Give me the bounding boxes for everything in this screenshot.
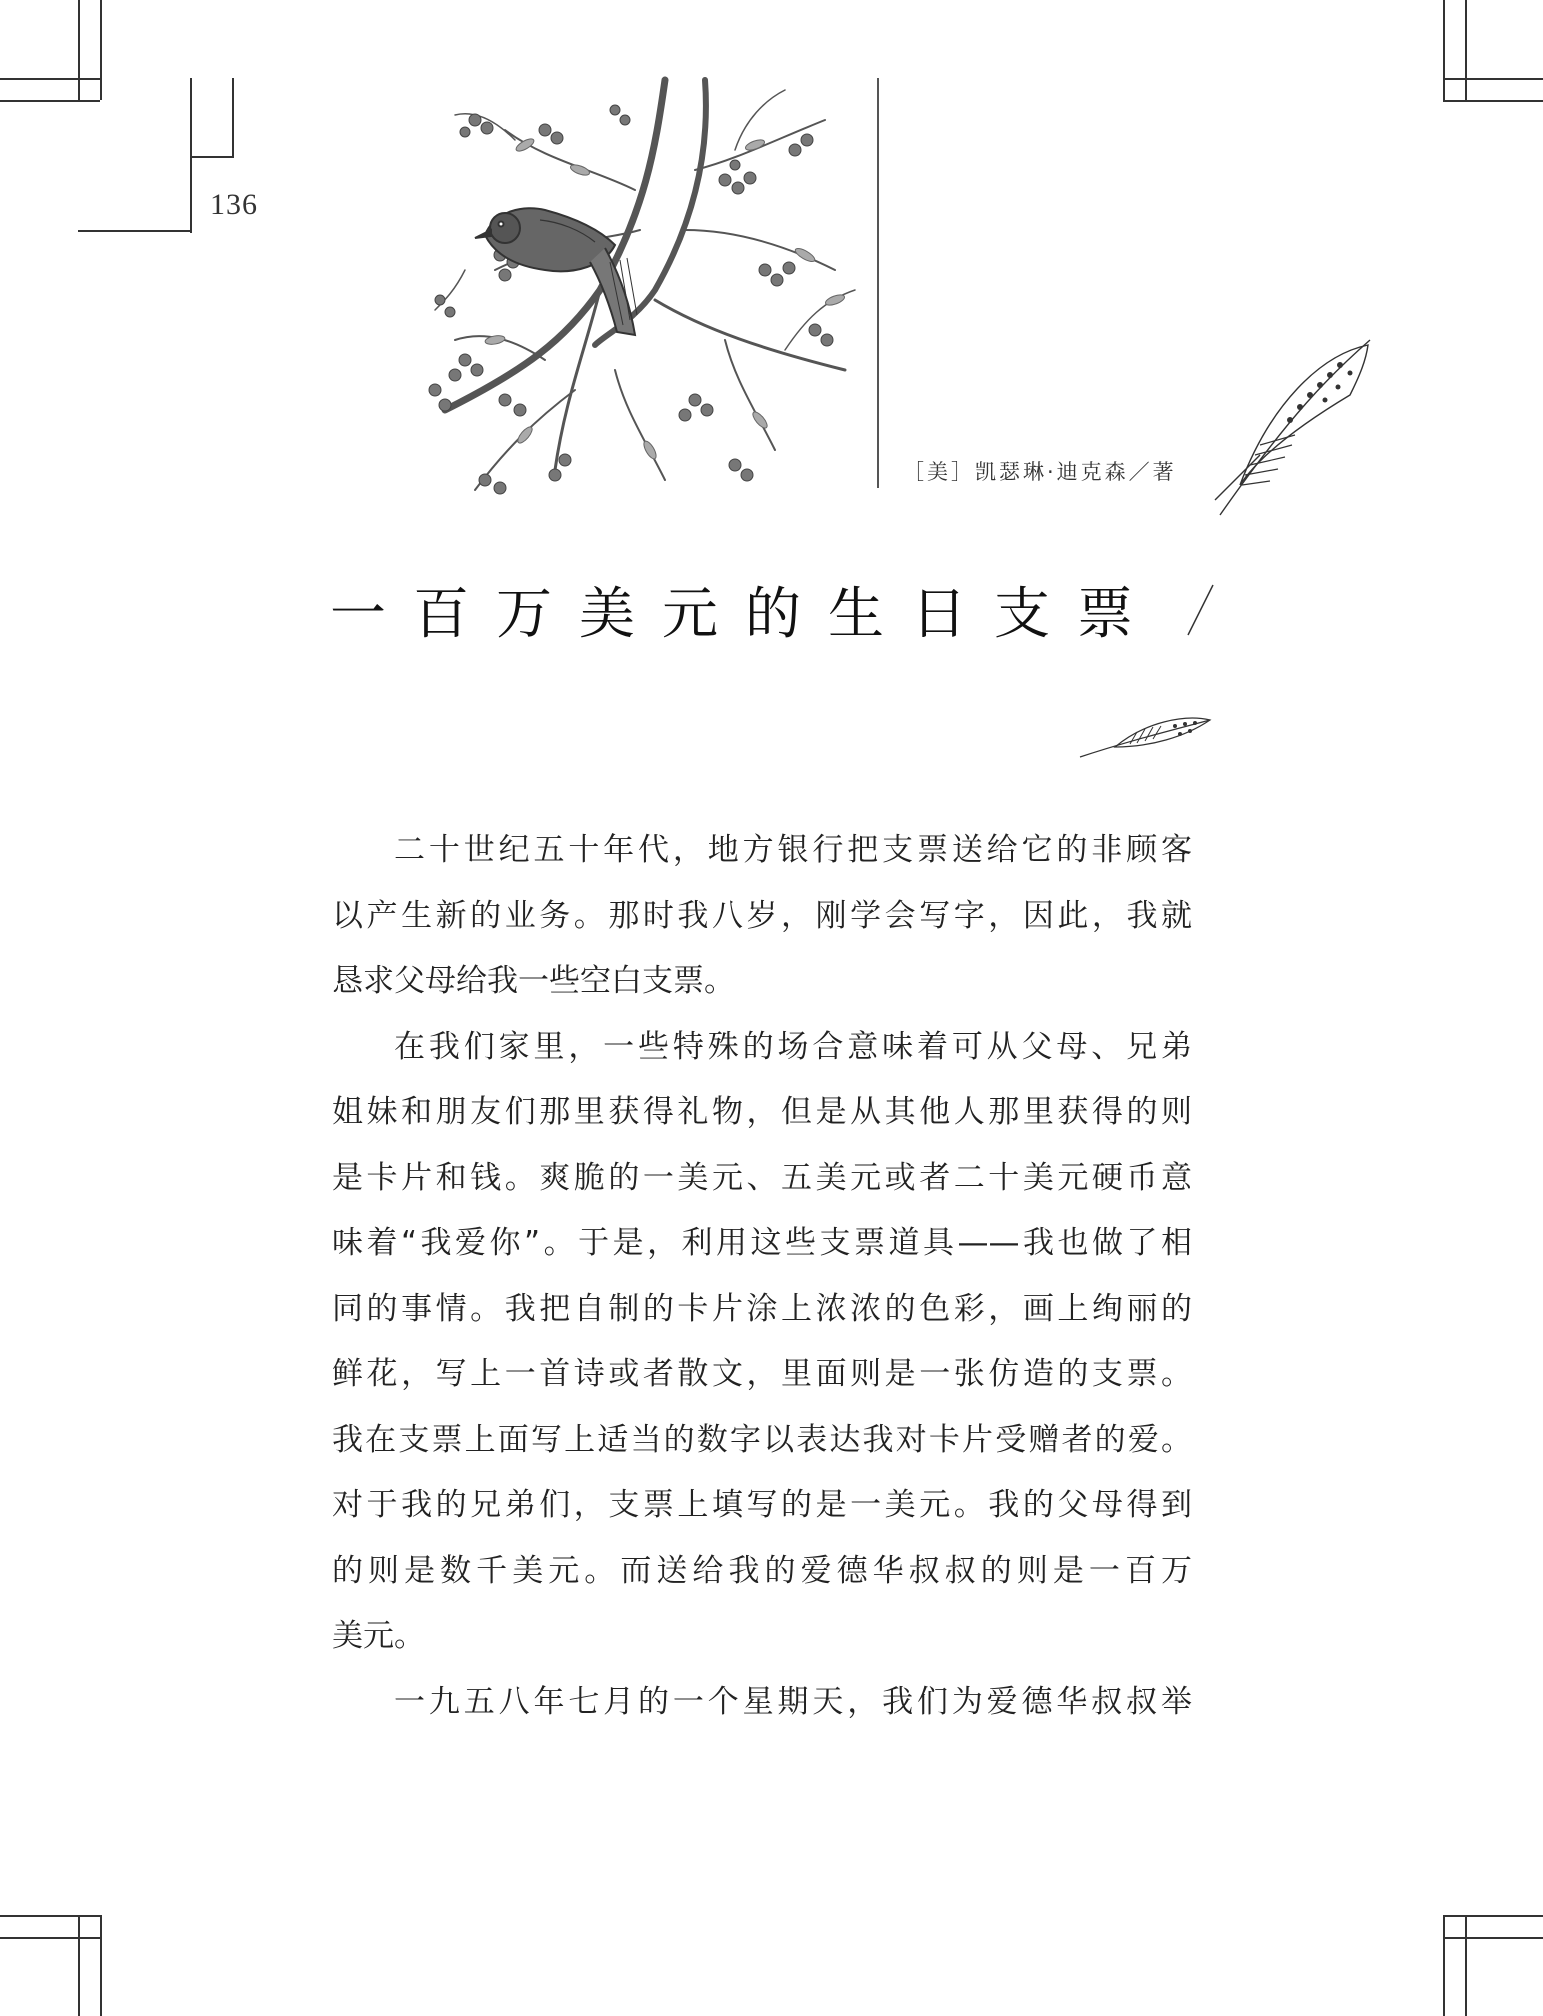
feather-icon bbox=[1075, 712, 1215, 762]
text-line: 对于我的兄弟们，支票上填写的是一美元。我的父母得到 bbox=[332, 1487, 1192, 1523]
page-number: 136 bbox=[210, 188, 258, 221]
text-line: 的则是数千美元。而送给我的爱德华叔叔的则是一百万 bbox=[332, 1552, 1192, 1589]
article-title: 一百万美元的生日支票 bbox=[330, 582, 1160, 647]
author-credit: ［美］凯瑟琳·迪克森／著 bbox=[903, 460, 1177, 484]
text-line: 以产生新的业务。那时我八岁，刚学会写字，因此，我就 bbox=[332, 897, 1192, 934]
text-line: 鲜花，写上一首诗或者散文，里面则是一张仿造的支票。 bbox=[332, 1356, 1192, 1392]
bird-on-branch-sketch-icon bbox=[405, 70, 885, 510]
text-line: 味着“我爱你”。于是，利用这些支票道具——我也做了相 bbox=[332, 1225, 1192, 1261]
text-line: 二十世纪五十年代，地方银行把支票送给它的非顾客 bbox=[394, 832, 1192, 868]
paragraph bbox=[332, 818, 1192, 1015]
text-line: 同的事情。我把自制的卡片涂上浓浓的色彩，画上绚丽的 bbox=[332, 1290, 1192, 1327]
paragraph bbox=[332, 1015, 1192, 1670]
article-body bbox=[332, 818, 1192, 1735]
paragraph bbox=[332, 1670, 1192, 1736]
text-line: 恳求父母给我一些空白支票。 bbox=[332, 963, 735, 999]
title-slash-icon bbox=[1185, 580, 1215, 640]
vertical-divider bbox=[877, 78, 879, 488]
text-line: 我在支票上面写上适当的数字以表达我对卡片受赠者的爱。 bbox=[332, 1421, 1192, 1458]
text-line: 在我们家里，一些特殊的场合意味着可从父母、兄弟 bbox=[394, 1028, 1192, 1065]
feather-icon bbox=[1200, 335, 1380, 525]
text-line: 美元。 bbox=[332, 1618, 425, 1654]
text-line: 姐妹和朋友们那里获得礼物，但是从其他人那里获得的则 bbox=[332, 1094, 1192, 1130]
text-line: 是卡片和钱。爽脆的一美元、五美元或者二十美元硬币意 bbox=[332, 1159, 1192, 1196]
text-line: 一九五八年七月的一个星期天，我们为爱德华叔叔举 bbox=[394, 1683, 1192, 1720]
